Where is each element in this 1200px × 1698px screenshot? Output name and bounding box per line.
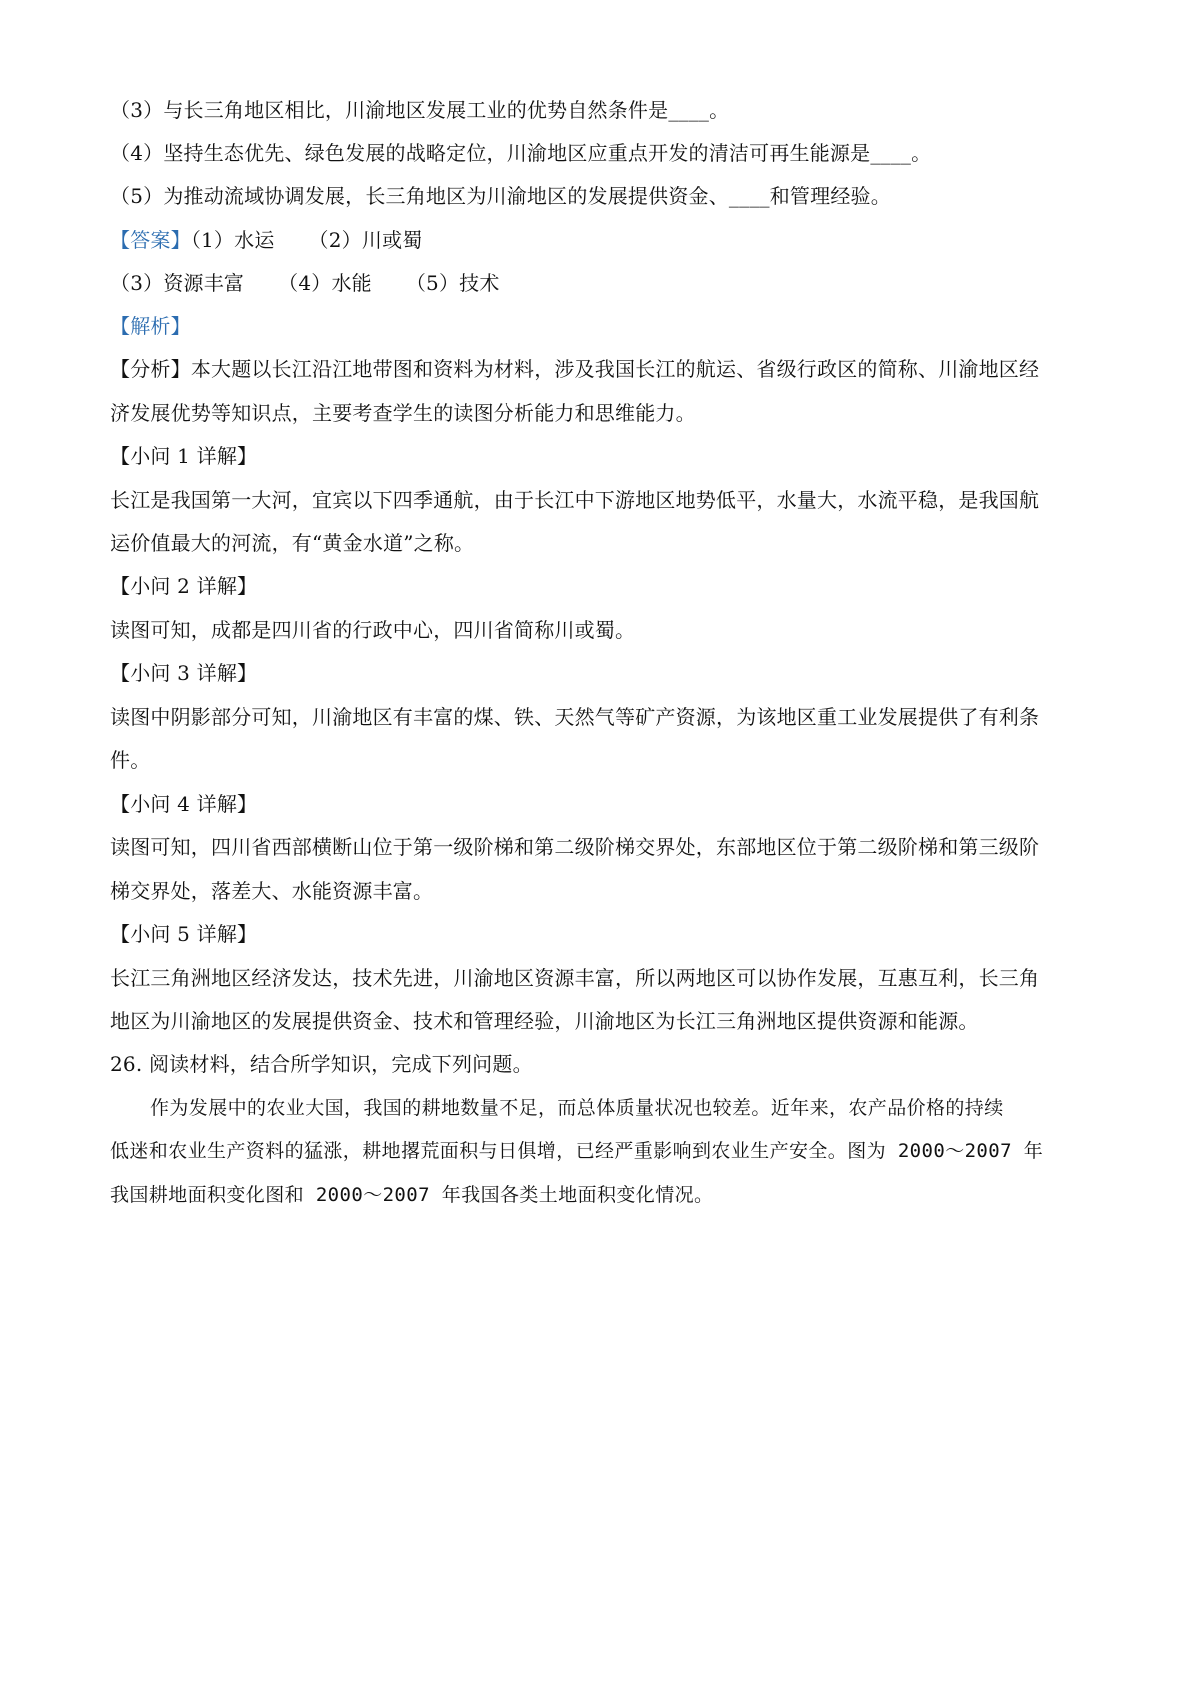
answer-3: （3）资源丰富 (110, 271, 245, 295)
sub4-line-1: 读图可知，四川省西部横断山位于第一级阶梯和第二级阶梯交界处，东部地区位于第二级阶梯和第三级阶 (110, 835, 1040, 859)
question-3: （3）与长三角地区相比，川渝地区发展工业的优势自然条件是____。 (110, 98, 730, 122)
fenxi-label: 【分析】 (110, 357, 191, 381)
answer-2: （2）川或蜀 (308, 228, 423, 252)
answer-4: （4）水能 (278, 271, 372, 295)
answer-row-2 (110, 268, 1100, 298)
question-4: （4）坚持生态优先、绿色发展的战略定位，川渝地区应重点开发的清洁可再生能源是____。 (110, 141, 932, 165)
answer-1: （1）水运 (190, 228, 275, 252)
sub3-line-1: 读图中阴影部分可知，川渝地区有丰富的煤、铁、天然气等矿产资源，为该地区重工业发展提供了有利条 (110, 705, 1040, 729)
answer-label: 【答案】 (110, 228, 191, 252)
material-line-1: 作为发展中的农业大国，我国的耕地数量不足，而总体质量状况也较差。近年来，农产品价格的持续 (150, 1097, 1004, 1119)
answer-row-1 (110, 225, 1100, 255)
material-line-3: 我国耕地面积变化图和 2000～2007 年我国各类土地面积变化情况。 (110, 1184, 714, 1206)
sub5-line-2: 地区为川渝地区的发展提供资金、技术和管理经验，川渝地区为长江三角洲地区提供资源和能源。 (110, 1009, 979, 1033)
analysis-label: 【解析】 (110, 314, 191, 338)
sub1-title: 【小问 1 详解】 (110, 444, 258, 468)
sub1-line-2: 运价值最大的河流，有“黄金水道”之称。 (110, 531, 475, 555)
fenxi-line-1 (110, 354, 1100, 384)
sub4-title: 【小问 4 详解】 (110, 792, 258, 816)
sub5-line-1: 长江三角洲地区经济发达，技术先进，川渝地区资源丰富，所以两地区可以协作发展，互惠互利，长三角 (110, 966, 1040, 990)
sub3-line-2: 件。 (110, 748, 151, 772)
sub1-line-1: 长江是我国第一大河，宜宾以下四季通航，由于长江中下游地区地势低平，水量大，水流平稳，是我国航 (110, 488, 1040, 512)
question-5: （5）为推动流域协调发展，长三角地区为川渝地区的发展提供资金、____和管理经验。 (110, 184, 891, 208)
sub5-title: 【小问 5 详解】 (110, 922, 258, 946)
sub3-title: 【小问 3 详解】 (110, 661, 258, 685)
sub2-title: 【小问 2 详解】 (110, 574, 258, 598)
sub2-line-1: 读图可知，成都是四川省的行政中心，四川省简称川或蜀。 (110, 618, 636, 642)
sub4-line-2: 梯交界处，落差大、水能资源丰富。 (110, 879, 434, 903)
material-line-2: 低迷和农业生产资料的猛涨，耕地撂荒面积与日俱增，已经严重影响到农业生产安全。图为 2000～2007 年 (110, 1140, 1044, 1162)
question-26-stem: 26. 阅读材料，结合所学知识，完成下列问题。 (110, 1052, 533, 1076)
fenxi-line-2: 济发展优势等知识点，主要考查学生的读图分析能力和思维能力。 (110, 401, 696, 425)
fenxi-text-1: 本大题以长江沿江地带图和资料为材料，涉及我国长江的航运、省级行政区的简称、川渝地区经 (190, 357, 1040, 381)
answer-5: （5）技术 (405, 271, 500, 295)
